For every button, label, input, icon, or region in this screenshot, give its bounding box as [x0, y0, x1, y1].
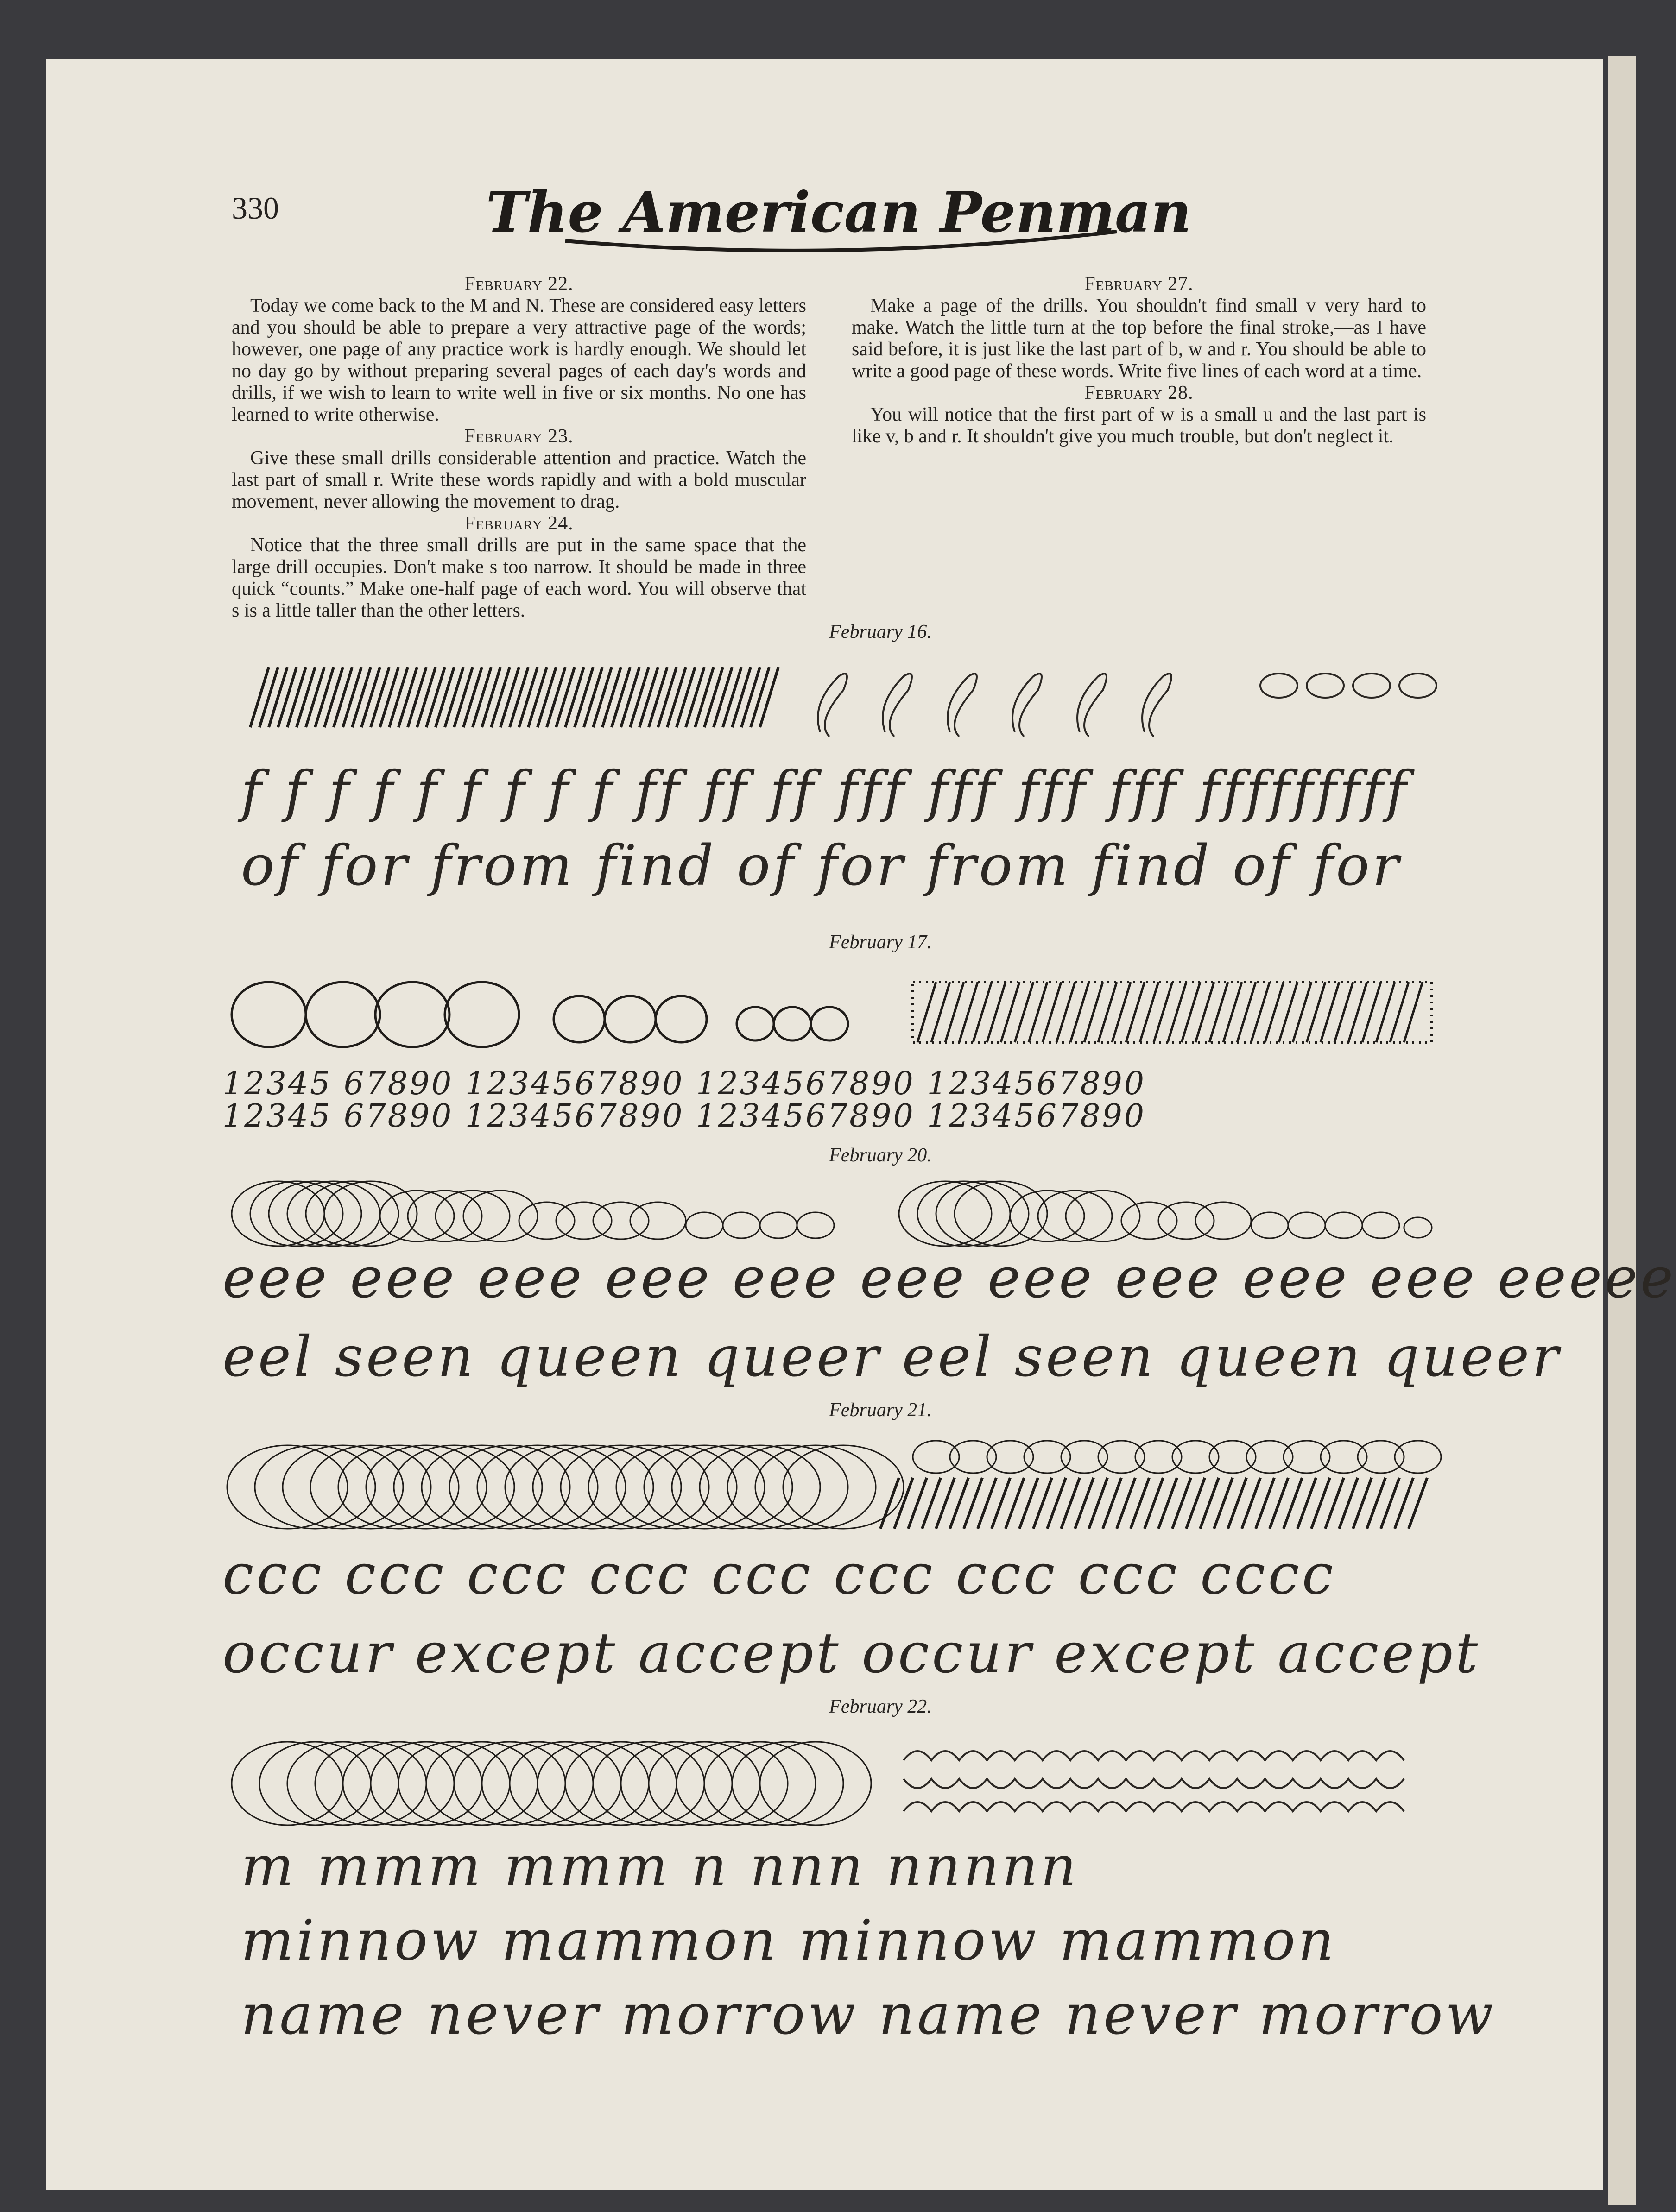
handwriting-words: occur except accept occur except accept: [222, 1621, 1481, 1686]
handwriting-words: of for from find of for from find of for: [241, 834, 1402, 898]
page-number: 330: [232, 190, 279, 226]
lesson-paragraph: You will notice that the first part of w is a small u and the last part is like v, b and r. It shouldn't give you much trouble, but don't neglect it.: [852, 404, 1426, 447]
lesson-date: February 28.: [1084, 382, 1194, 403]
masthead-text: The American Penman: [486, 180, 1192, 245]
specimen-caption: February 20.: [829, 1145, 932, 1166]
oval-and-wave-drill: [222, 1733, 1446, 1834]
specimen-caption: February 21.: [829, 1399, 932, 1421]
dense-oval-drill: [222, 1436, 1446, 1538]
lesson-date: February 22.: [464, 273, 574, 295]
lesson-paragraph: Make a page of the drills. You shouldn't find small v very hard to make. Watch the little turn at the top before the final stroke,—as I have said before, it is just like the last part of b, w and r. You should be able to write a good page of these words. Write five lines of each word at a time.: [852, 295, 1426, 382]
handwriting-f-drill: f f f f f f f f f ff ff ff fff fff fff fff fffffffff: [241, 760, 1410, 824]
lesson-paragraph: Give these small drills considerable attention and practice. Watch the last part of small r. Write these words rapidly and with a bold muscular movement, never allowing the movement to drag.: [232, 447, 806, 512]
specimen-caption: February 22.: [829, 1696, 932, 1717]
lesson-date: February 27.: [1084, 273, 1194, 295]
number-drill-bottom: 12345 67890 1234567890 1234567890 1234567890: [222, 1098, 1146, 1134]
lesson-date: February 23.: [464, 426, 574, 447]
lesson-date: February 24.: [464, 513, 574, 534]
number-drill-top: 12345 67890 1234567890 1234567890 1234567890: [222, 1065, 1146, 1102]
oval-drill: [218, 968, 1450, 1061]
specimen-caption: February 16.: [829, 621, 932, 643]
lesson-paragraph: Today we come back to the M and N. These are considered easy letters and you should be able to prepare a very attractive page of the words; however, one page of any practice work is hardly enough. We should let no day go by without preparing several pages of each day's words and drills, if we wish to learn to write well in five or six months. No one has learned to write otherwise.: [232, 295, 806, 425]
handwriting-words: minnow mammon minnow mammon: [241, 1909, 1337, 1973]
handwriting-words: eel seen queen queer eel seen queen queer: [222, 1325, 1562, 1389]
handwriting-c-drill: ccc ccc ccc ccc ccc ccc ccc ccc cccc: [222, 1543, 1336, 1607]
specimen-caption: February 17.: [829, 932, 932, 953]
masthead-logo: [486, 171, 1192, 264]
text-column-right: [852, 273, 1426, 447]
text-column-left: [232, 273, 806, 622]
handwriting-m-n-drill: m mmm mmm n nnn nnnnn: [241, 1834, 1079, 1899]
handwriting-e-drill: eee eee eee eee eee eee eee eee eee eee eeeee: [222, 1246, 1676, 1311]
lesson-paragraph: Notice that the three small drills are put in the same space that the large drill occupies. Don't make s too narrow. It should be made in three quick “counts.” Make one-half page of each word. You will observe that s is a little taller than the other letters.: [232, 535, 806, 621]
hatch-and-s-drill: [241, 658, 1455, 750]
handwriting-words: name never morrow name never morrow: [241, 1983, 1496, 2047]
facing-page-edge: [1608, 56, 1636, 2205]
